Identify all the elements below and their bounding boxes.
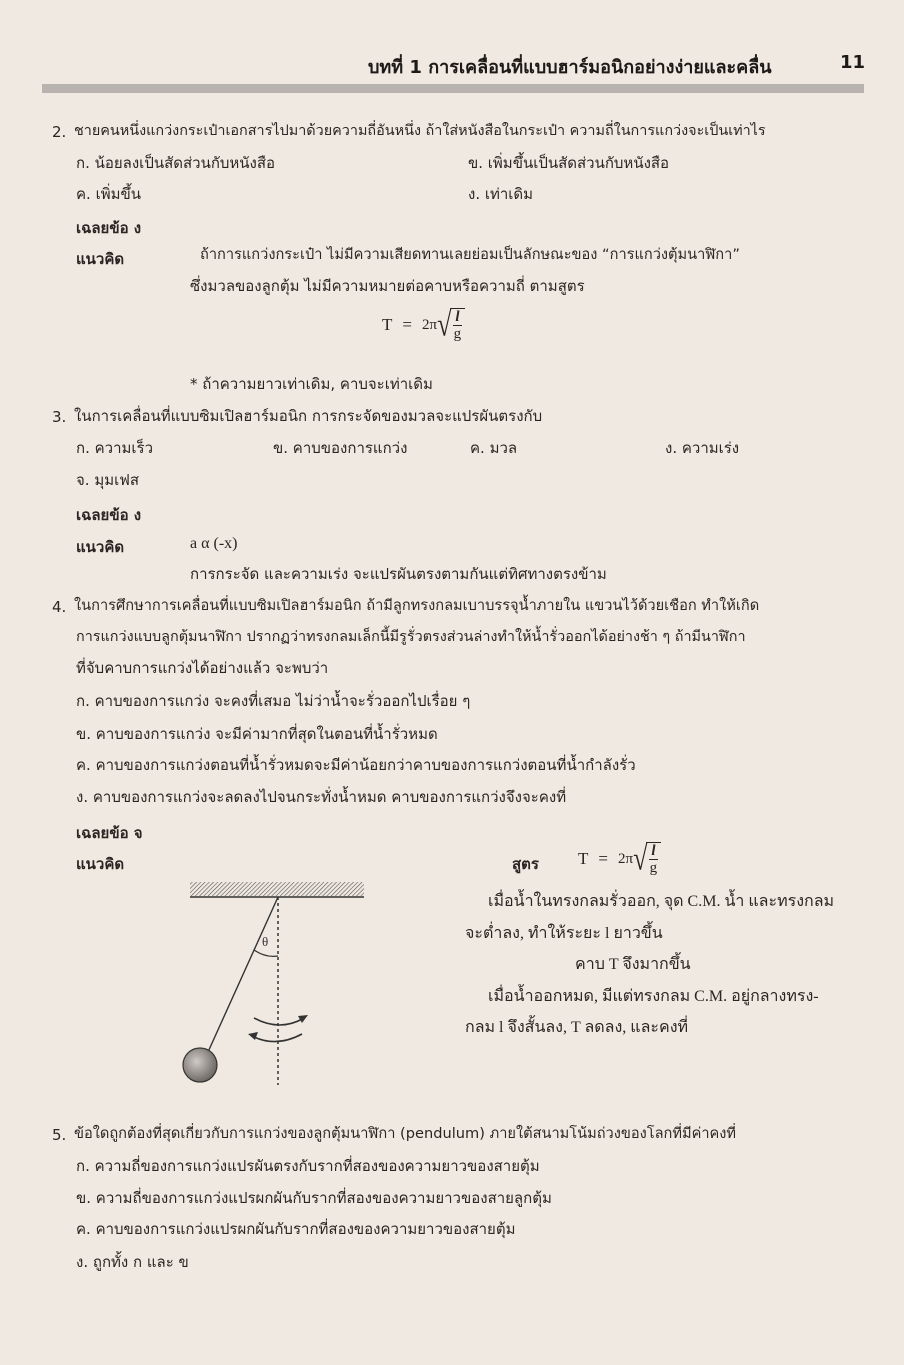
question-number: 3.	[52, 408, 67, 426]
angle-arc	[254, 950, 278, 956]
question-text-line: ที่จับคาบการแกว่งได้อย่างแล้ว จะพบว่า	[76, 659, 329, 677]
option-e: จ. มุมเฟส	[76, 471, 140, 489]
option-c: ค. คาบของการแกว่งแปรผกผันกับรากที่สองของความยาวของสายตุ้ม	[76, 1220, 516, 1238]
option-a: ก. ความถี่ของการแกว่งแปรผันตรงกับรากที่สองของความยาวของสายตุ้ม	[76, 1157, 540, 1175]
option-d: ง. คาบของการแกว่งจะลดลงไปจนกระทั่งน้ำหมด คาบของการแกว่งจึงจะคงที่	[76, 788, 567, 806]
answer-label: เฉลยข้อ ง	[76, 219, 142, 237]
ceiling-support-icon	[190, 882, 364, 897]
formula-eq: =	[598, 849, 608, 868]
sqrt-icon: √	[437, 305, 452, 344]
explanation-line: กลม l จึงสั้นลง, T ลดลง, และคงที่	[465, 1019, 689, 1036]
answer-label: เฉลยข้อ ง	[76, 506, 142, 524]
concept-label: แนวคิด	[76, 250, 125, 268]
option-b: ข. เพิ่มขึ้นเป็นสัดส่วนกับหนังสือ	[468, 154, 670, 172]
option-c: ค. มวล	[470, 439, 518, 457]
option-d: ง. ถูกทั้ง ก และ ข	[76, 1253, 189, 1271]
formula-coef: 2π	[617, 850, 634, 867]
explanation-line: เมื่อน้ำในทรงกลมรั่วออก, จุด C.M. น้ำ และทรงกลม	[488, 893, 835, 910]
concept-line: การกระจัด และความเร่ง จะแปรผันตรงตามกันแต่ทิศทางตรงข้าม	[190, 565, 607, 583]
period-formula	[382, 305, 465, 344]
fraction-numerator: l	[455, 309, 460, 325]
option-a: ก. น้อยลงเป็นสัดส่วนกับหนังสือ	[76, 154, 276, 172]
option-a: ก. คาบของการแกว่ง จะคงที่เสมอ ไม่ว่าน้ำจะรั่วออกไปเรื่อย ๆ	[76, 692, 471, 710]
pendulum-bob-icon	[183, 1048, 217, 1082]
chapter-title: บทที่ 1 การเคลื่อนที่แบบฮาร์มอนิกอย่างง่ายและคลื่น	[368, 57, 772, 78]
concept-line: ถ้าการแกว่งกระเป๋า ไม่มีความเสียดทานเลยย่อมเป็นลักษณะของ “การแกว่งตุ้มนาฬิกา”	[200, 246, 740, 263]
fraction-numerator: l	[651, 843, 656, 859]
option-b: ข. ความถี่ของการแกว่งแปรผกผันกับรากที่สองของความยาวของสายลูกตุ้ม	[76, 1189, 552, 1207]
pendulum-string	[208, 897, 278, 1052]
pendulum-diagram	[170, 870, 380, 1090]
formula-lhs: T	[578, 849, 589, 868]
proportion-formula: a α (-x)	[190, 535, 238, 552]
fraction	[450, 308, 464, 342]
option-d: ง. เท่าเดิม	[468, 185, 534, 203]
formula-label: สูตร	[512, 855, 539, 873]
sqrt-icon: √	[633, 839, 648, 878]
question-number: 4.	[52, 598, 67, 616]
concept-line: ซึ่งมวลของลูกตุ้ม ไม่มีความหมายต่อคาบหรือความถี่ ตามสูตร	[190, 277, 585, 295]
question-number: 2.	[52, 123, 67, 141]
option-c: ค. เพิ่มขึ้น	[76, 185, 141, 203]
formula-eq: =	[402, 315, 412, 334]
fraction-denominator: g	[453, 326, 462, 342]
question-text: ข้อใดถูกต้องที่สุดเกี่ยวกับการแกว่งของลูกตุ้มนาฬิกา (pendulum) ภายใต้สนามโน้มถ่วงของโลกที่มีค่าคงที่	[74, 1125, 737, 1142]
concept-label: แนวคิด	[76, 538, 125, 556]
concept-label: แนวคิด	[76, 855, 125, 873]
formula-coef: 2π	[421, 316, 438, 333]
page-number: 11	[840, 52, 866, 73]
question-text-line: การแกว่งแบบลูกตุ้มนาฬิกา ปรากฏว่าทรงกลมเล็กนี้มีรูรั่วตรงส่วนล่างทำให้น้ำรั่วออกได้อย่างช้า ๆ ถ้ามีนาฬิกา	[76, 629, 746, 645]
option-b: ข. คาบของการแกว่ง จะมีค่ามากที่สุดในตอนที่น้ำรั่วหมด	[76, 725, 438, 743]
angle-label: θ	[262, 934, 269, 949]
answer-label: เฉลยข้อ จ	[76, 824, 143, 842]
question-text: ชายคนหนึ่งแกว่งกระเป๋าเอกสารไปมาด้วยความถี่อันหนึ่ง ถ้าใส่หนังสือในกระเป๋า ความถี่ในการแกว่งจะเป็นเท่าไร	[74, 123, 766, 139]
explanation-line: เมื่อน้ำออกหมด, มีแต่ทรงกลม C.M. อยู่กลางทรง-	[488, 988, 819, 1005]
period-formula	[578, 839, 661, 878]
explanation-line: จะต่ำลง, ทำให้ระยะ l ยาวขึ้น	[465, 925, 663, 942]
fraction-denominator: g	[649, 860, 658, 876]
formula-lhs: T	[382, 315, 393, 334]
note: * ถ้าความยาวเท่าเดิม, คาบจะเท่าเดิม	[190, 375, 433, 393]
question-number: 5.	[52, 1126, 67, 1144]
header-rule	[42, 84, 864, 93]
option-c: ค. คาบของการแกว่งตอนที่น้ำรั่วหมดจะมีค่าน้อยกว่าคาบของการแกว่งตอนที่น้ำกำลังรั่ว	[76, 756, 636, 774]
option-a: ก. ความเร็ว	[76, 439, 153, 457]
explanation-line: คาบ T จึงมากขึ้น	[575, 956, 691, 973]
option-d: ง. ความเร่ง	[665, 439, 740, 457]
question-text-line: ในการศึกษาการเคลื่อนที่แบบซิมเปิลฮาร์มอนิก ถ้ามีลูกทรงกลมเบาบรรจุน้ำภายใน แขวนไว้ด้วยเชือก ทำให้เกิด	[74, 597, 760, 614]
fraction	[646, 842, 660, 876]
option-b: ข. คาบของการแกว่ง	[273, 439, 408, 457]
question-text: ในการเคลื่อนที่แบบซิมเปิลฮาร์มอนิก การกระจัดของมวลจะแปรผันตรงกับ	[74, 407, 543, 425]
